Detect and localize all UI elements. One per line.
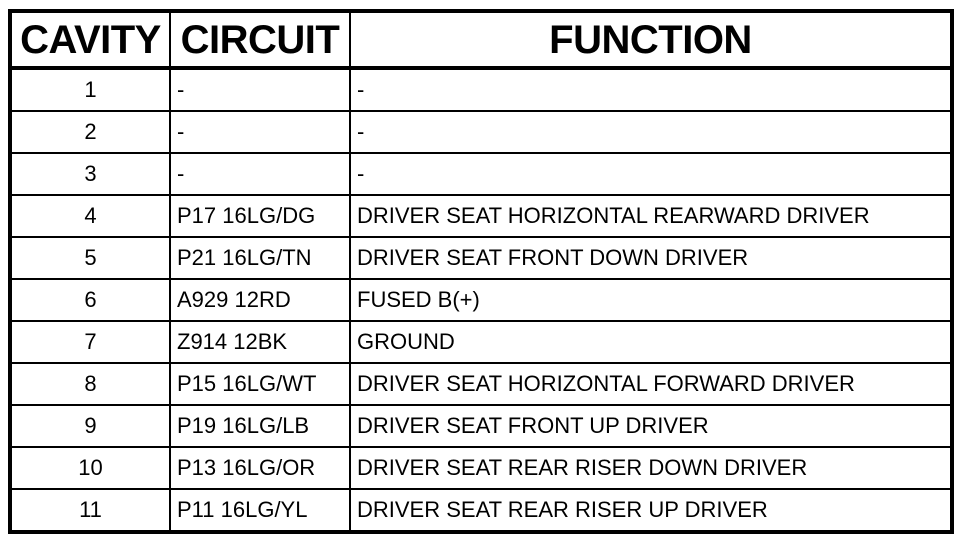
circuit-cell: P17 16LG/DG — [170, 195, 350, 237]
connector-pinout-table-container — [8, 9, 950, 525]
table-header-row — [10, 11, 952, 68]
table-row — [10, 237, 952, 279]
column-header-cavity: CAVITY — [10, 11, 170, 68]
circuit-cell: P21 16LG/TN — [170, 237, 350, 279]
table-row — [10, 447, 952, 489]
function-cell: DRIVER SEAT FRONT UP DRIVER — [350, 405, 952, 447]
cavity-cell: 3 — [10, 153, 170, 195]
function-cell: - — [350, 111, 952, 153]
function-cell: - — [350, 153, 952, 195]
table-row — [10, 195, 952, 237]
cavity-cell: 8 — [10, 363, 170, 405]
table-row — [10, 321, 952, 363]
function-cell: DRIVER SEAT REAR RISER DOWN DRIVER — [350, 447, 952, 489]
table-row — [10, 153, 952, 195]
circuit-cell: - — [170, 68, 350, 111]
cavity-cell: 4 — [10, 195, 170, 237]
circuit-cell: P11 16LG/YL — [170, 489, 350, 532]
cavity-cell: 1 — [10, 68, 170, 111]
circuit-cell: Z914 12BK — [170, 321, 350, 363]
table-row — [10, 489, 952, 532]
function-cell: FUSED B(+) — [350, 279, 952, 321]
circuit-cell: P19 16LG/LB — [170, 405, 350, 447]
table-row — [10, 68, 952, 111]
column-header-function: FUNCTION — [350, 11, 952, 68]
table-row — [10, 405, 952, 447]
table-row — [10, 111, 952, 153]
circuit-cell: - — [170, 111, 350, 153]
cavity-cell: 5 — [10, 237, 170, 279]
cavity-cell: 2 — [10, 111, 170, 153]
cavity-cell: 7 — [10, 321, 170, 363]
function-cell: DRIVER SEAT FRONT DOWN DRIVER — [350, 237, 952, 279]
cavity-cell: 10 — [10, 447, 170, 489]
connector-pinout-table — [8, 9, 954, 534]
function-cell: - — [350, 68, 952, 111]
table-row — [10, 279, 952, 321]
function-cell: GROUND — [350, 321, 952, 363]
cavity-cell: 6 — [10, 279, 170, 321]
cavity-cell: 9 — [10, 405, 170, 447]
column-header-circuit: CIRCUIT — [170, 11, 350, 68]
function-cell: DRIVER SEAT REAR RISER UP DRIVER — [350, 489, 952, 532]
function-cell: DRIVER SEAT HORIZONTAL REARWARD DRIVER — [350, 195, 952, 237]
circuit-cell: A929 12RD — [170, 279, 350, 321]
table-row — [10, 363, 952, 405]
circuit-cell: P15 16LG/WT — [170, 363, 350, 405]
circuit-cell: - — [170, 153, 350, 195]
circuit-cell: P13 16LG/OR — [170, 447, 350, 489]
cavity-cell: 11 — [10, 489, 170, 532]
function-cell: DRIVER SEAT HORIZONTAL FORWARD DRIVER — [350, 363, 952, 405]
